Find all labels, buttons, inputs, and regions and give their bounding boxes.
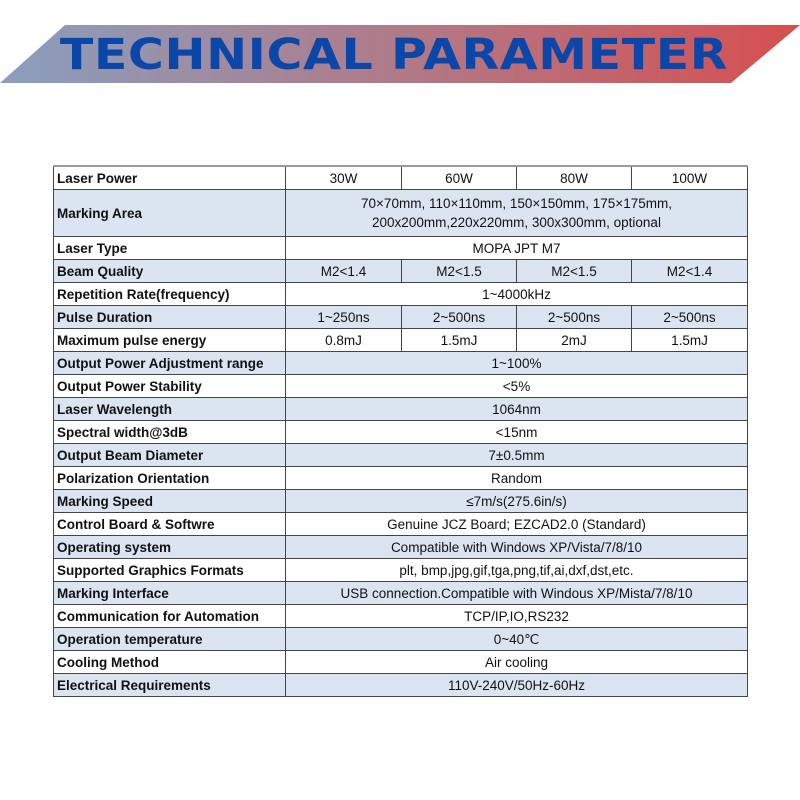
row-label: Cooling Method [54,651,286,674]
row-value: <15nm [286,421,748,444]
page-title: TECHNICAL PARAMETER [59,30,729,80]
table-row-communication [54,605,748,628]
row-value: Random [286,467,748,490]
row-value: 1~4000kHz [286,283,748,306]
row-label: Marking Speed [54,490,286,513]
row-label: Operation temperature [54,628,286,651]
table-row-pulse-duration [54,306,748,329]
value-60w: 2~500ns [402,306,517,329]
row-label: Output Power Stability [54,375,286,398]
value-30w: 0.8mJ [286,329,402,352]
value-80w: M2<1.5 [517,260,632,283]
row-label: Pulse Duration [54,306,286,329]
row-label: Maximum pulse energy [54,329,286,352]
table-row-polarization [54,467,748,490]
row-label: Control Board & Softwre [54,513,286,536]
table-row-control-board [54,513,748,536]
row-value: 1~100% [286,352,748,375]
row-value: MOPA JPT M7 [286,237,748,260]
table-row-repetition-rate [54,283,748,306]
value-100w: 2~500ns [632,306,748,329]
value-100w: M2<1.4 [632,260,748,283]
row-value: Compatible with Windows XP/Vista/7/8/10 [286,536,748,559]
value-60w: 1.5mJ [402,329,517,352]
table-row-spectral-width [54,421,748,444]
table-row-laser-power [54,166,748,190]
value-100w: 100W [632,166,748,190]
row-label: Beam Quality [54,260,286,283]
row-value: Air cooling [286,651,748,674]
value-line-1: 70×70mm, 110×110mm, 150×150mm, 175×175mm, [361,196,672,211]
value-60w: 60W [402,166,517,190]
table-row-graphics-formats [54,559,748,582]
value-30w: 30W [286,166,402,190]
table-row-power-adjustment [54,352,748,375]
value-line-2: 200x200mm,220x220mm, 300x300mm, optional [372,215,661,230]
value-80w: 80W [517,166,632,190]
row-label: Marking Area [54,190,286,237]
table-row-electrical-requirements [54,674,748,697]
row-label: Polarization Orientation [54,467,286,490]
table-row-cooling-method [54,651,748,674]
row-label: Laser Power [54,166,286,190]
title-banner [0,25,800,83]
row-label: Spectral width@3dB [54,421,286,444]
row-value: TCP/IP,IO,RS232 [286,605,748,628]
value-80w: 2~500ns [517,306,632,329]
row-value: 110V-240V/50Hz-60Hz [286,674,748,697]
row-value: USB connection.Compatible with Windous XP/Mista/7/8/10 [286,582,748,605]
table-row-beam-diameter [54,444,748,467]
table-row-operating-system [54,536,748,559]
table-row-max-pulse-energy [54,329,748,352]
value-30w: M2<1.4 [286,260,402,283]
row-label: Communication for Automation [54,605,286,628]
row-value [286,190,748,237]
row-label: Supported Graphics Formats [54,559,286,582]
value-30w: 1~250ns [286,306,402,329]
row-label: Laser Wavelength [54,398,286,421]
row-label: Repetition Rate(frequency) [54,283,286,306]
row-value: <5% [286,375,748,398]
table-row-laser-wavelength [54,398,748,421]
table-row-beam-quality [54,260,748,283]
row-value: ≤7m/s(275.6in/s) [286,490,748,513]
table-row-marking-area [54,190,748,237]
table-row-power-stability [54,375,748,398]
table-row-laser-type [54,237,748,260]
row-value: plt, bmp,jpg,gif,tga,png,tif,ai,dxf,dst,etc. [286,559,748,582]
row-label: Laser Type [54,237,286,260]
table-row-operation-temperature [54,628,748,651]
value-80w: 2mJ [517,329,632,352]
row-value: 0~40℃ [286,628,748,651]
row-label: Output Power Adjustment range [54,352,286,375]
row-value: Genuine JCZ Board; EZCAD2.0 (Standard) [286,513,748,536]
row-label: Output Beam Diameter [54,444,286,467]
row-label: Operating system [54,536,286,559]
row-value: 7±0.5mm [286,444,748,467]
row-label: Electrical Requirements [54,674,286,697]
value-100w: 1.5mJ [632,329,748,352]
row-value: 1064nm [286,398,748,421]
technical-parameter-table [53,165,748,697]
table-row-marking-speed [54,490,748,513]
table-row-marking-interface [54,582,748,605]
value-60w: M2<1.5 [402,260,517,283]
row-label: Marking Interface [54,582,286,605]
